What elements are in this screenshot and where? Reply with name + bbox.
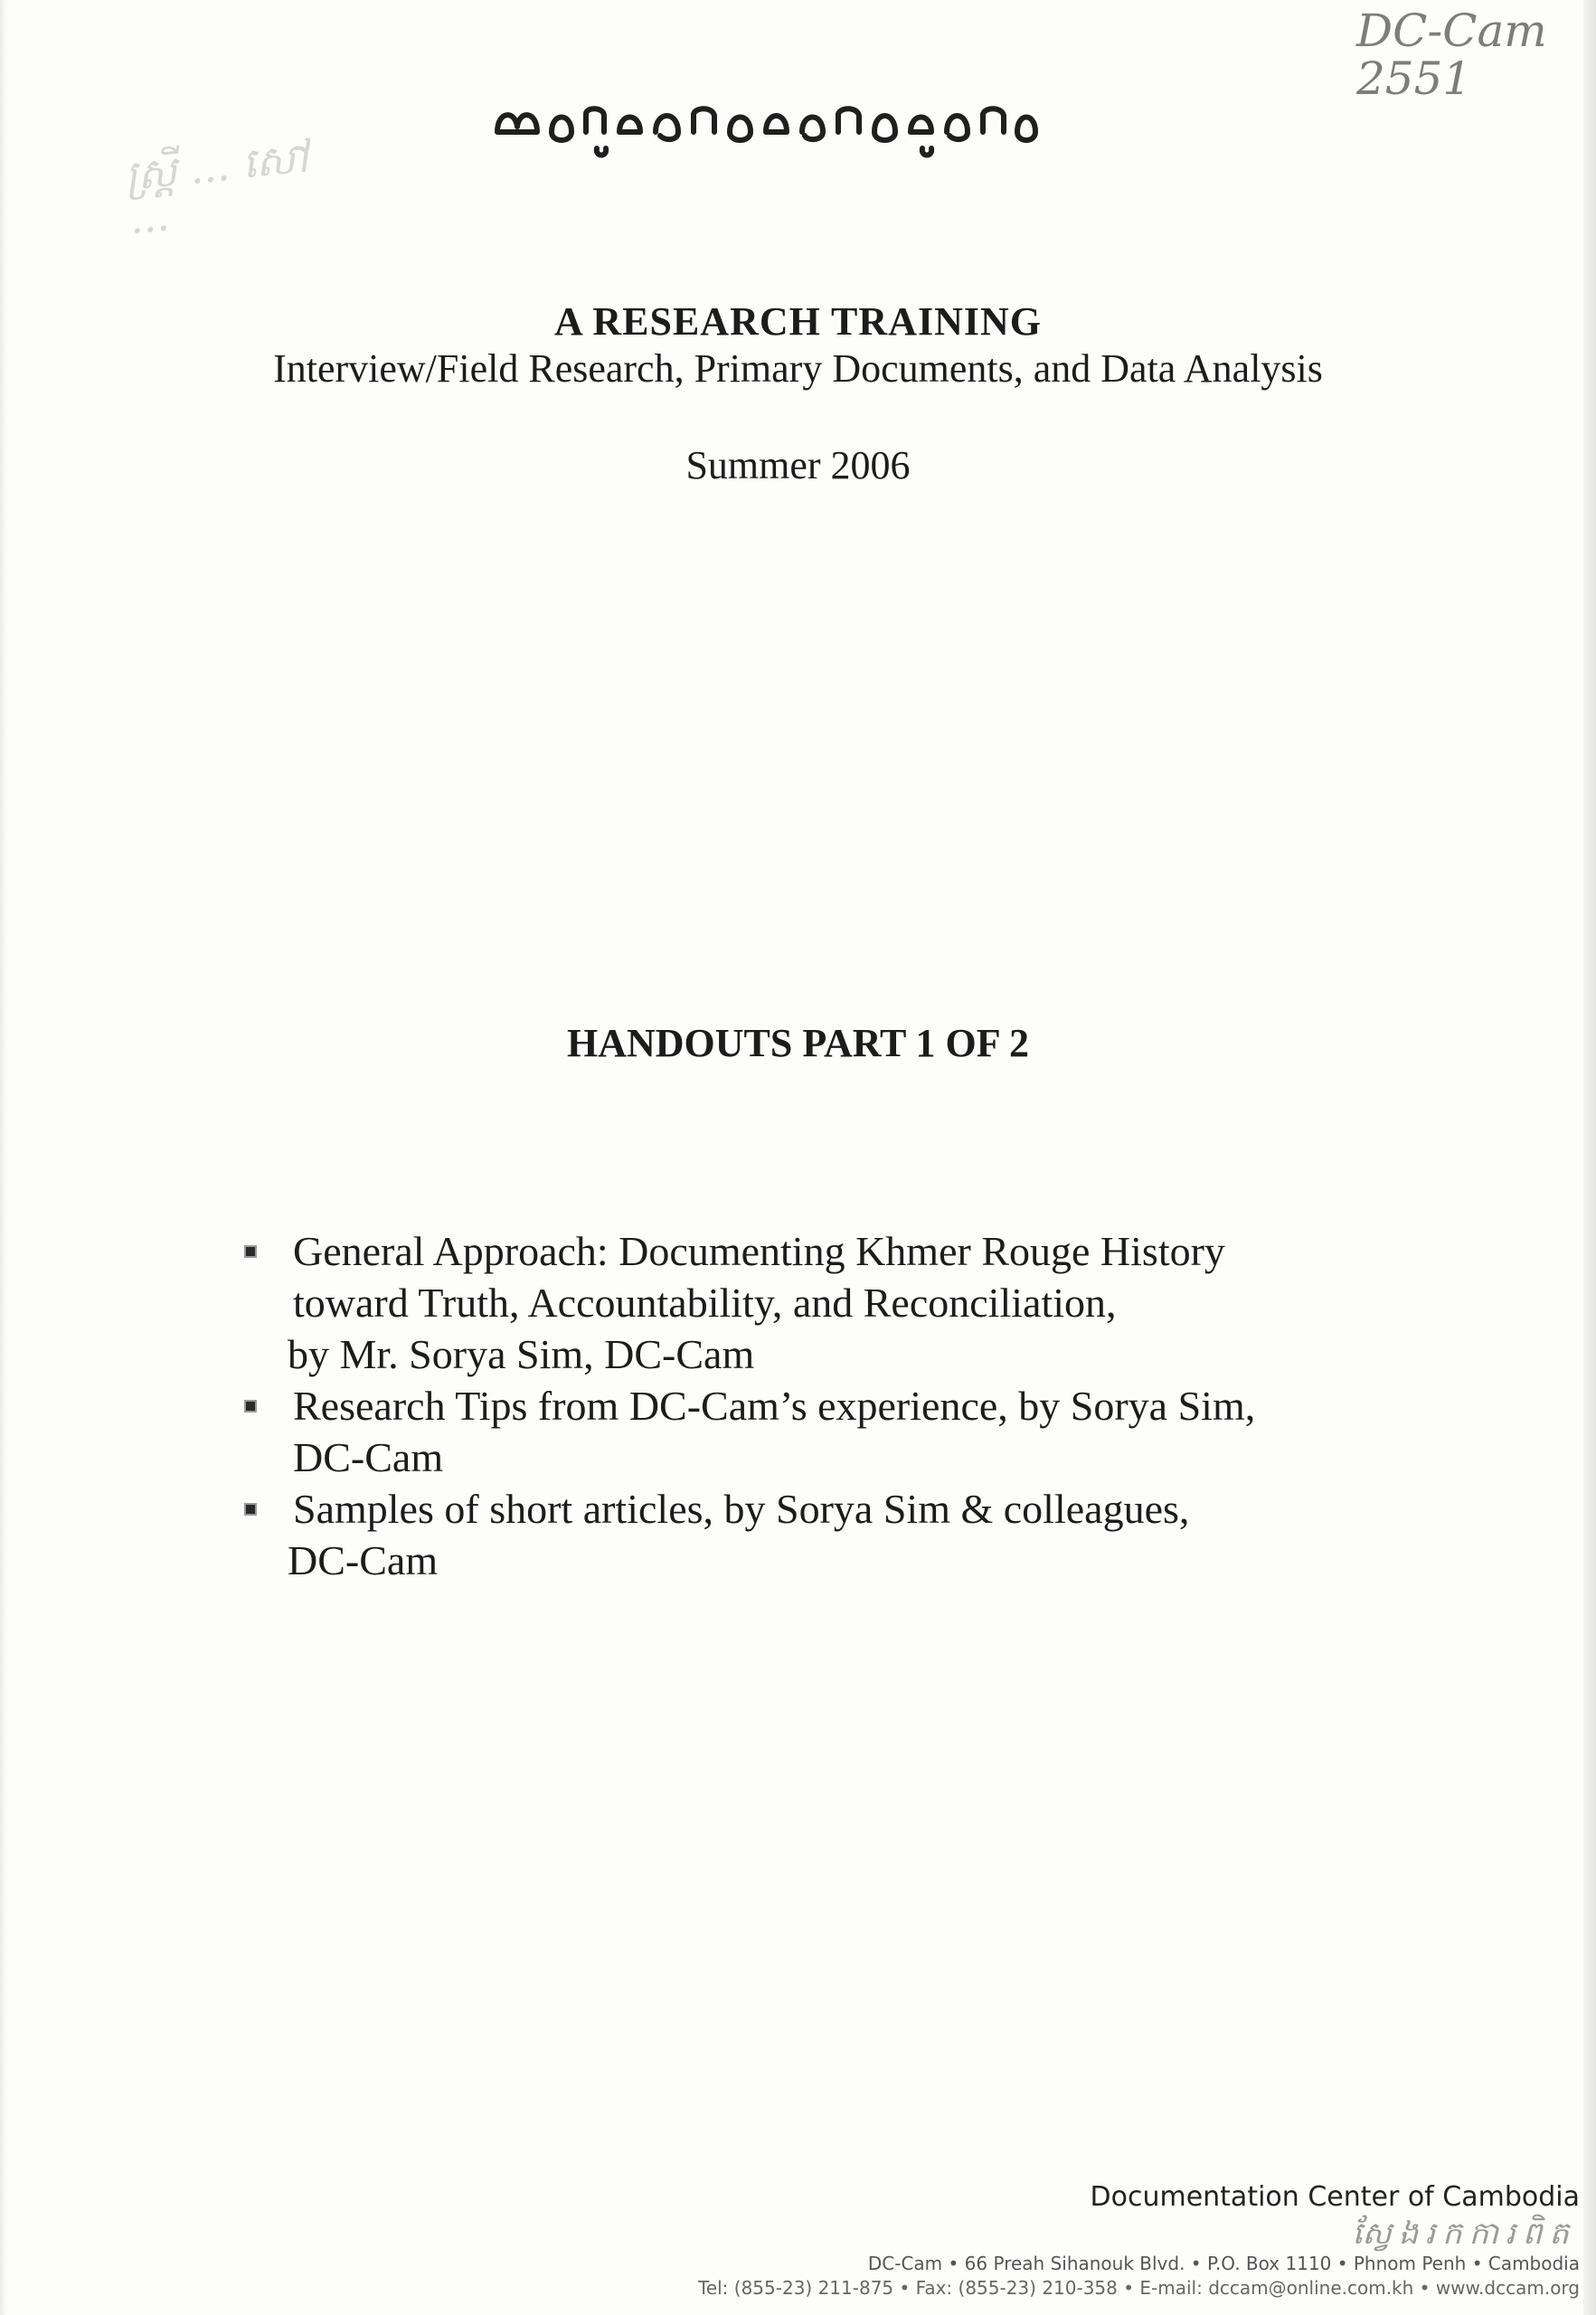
document-subtitle: Interview/Field Research, Primary Documents, and Data Analysis [273, 346, 1323, 391]
list-item-line: DC-Cam [288, 1537, 439, 1583]
list-item-line: toward Truth, Accountability, and Reconciliation, [293, 1280, 1117, 1326]
list-item-line: Research Tips from DC-Cam’s experience, by Sorya Sim, [293, 1383, 1256, 1429]
list-item-line: by Mr. Sorya Sim, DC-Cam [288, 1331, 755, 1377]
organization-footer [495, 2179, 1580, 2301]
list-item-line: DC-Cam [293, 1434, 444, 1480]
list-item-line: General Approach: Documenting Khmer Rouge History [293, 1228, 1225, 1274]
khmer-heading [488, 80, 1049, 161]
list-item-line: Samples of short articles, by Sorya Sim & colleagues, [293, 1486, 1190, 1532]
square-bullet-icon [246, 1402, 255, 1411]
organization-contact: Tel: (855-23) 211-875 • Fax: (855-23) 210-358 • E-mail: dccam@online.com.kh • www.dccam.org [698, 2277, 1580, 2299]
organization-address: DC-Cam • 66 Preah Sihanouk Blvd. • P.O. Box 1110 • Phnom Penh • Cambodia [867, 2253, 1580, 2274]
document-date: Summer 2006 [685, 443, 911, 487]
square-bullet-icon [246, 1505, 255, 1514]
khmer-tagline: ស្វែងរកការពិត [1352, 2216, 1576, 2252]
list-item [244, 1483, 1374, 1586]
organization-name: Documentation Center of Cambodia [1090, 2181, 1580, 2213]
handwritten-archive-note: DC-Cam 2551 [1356, 5, 1547, 105]
square-bullet-icon [246, 1247, 255, 1256]
list-item [244, 1380, 1374, 1483]
handouts-list [244, 1225, 1374, 1586]
document-header [0, 298, 1596, 489]
list-item [244, 1225, 1374, 1380]
document-title: A RESEARCH TRAINING [554, 299, 1042, 344]
faint-handwritten-note: ស្ត្រី ... សៅ ... [122, 132, 311, 244]
handouts-title: HANDOUTS PART 1 OF 2 [566, 1021, 1029, 1065]
